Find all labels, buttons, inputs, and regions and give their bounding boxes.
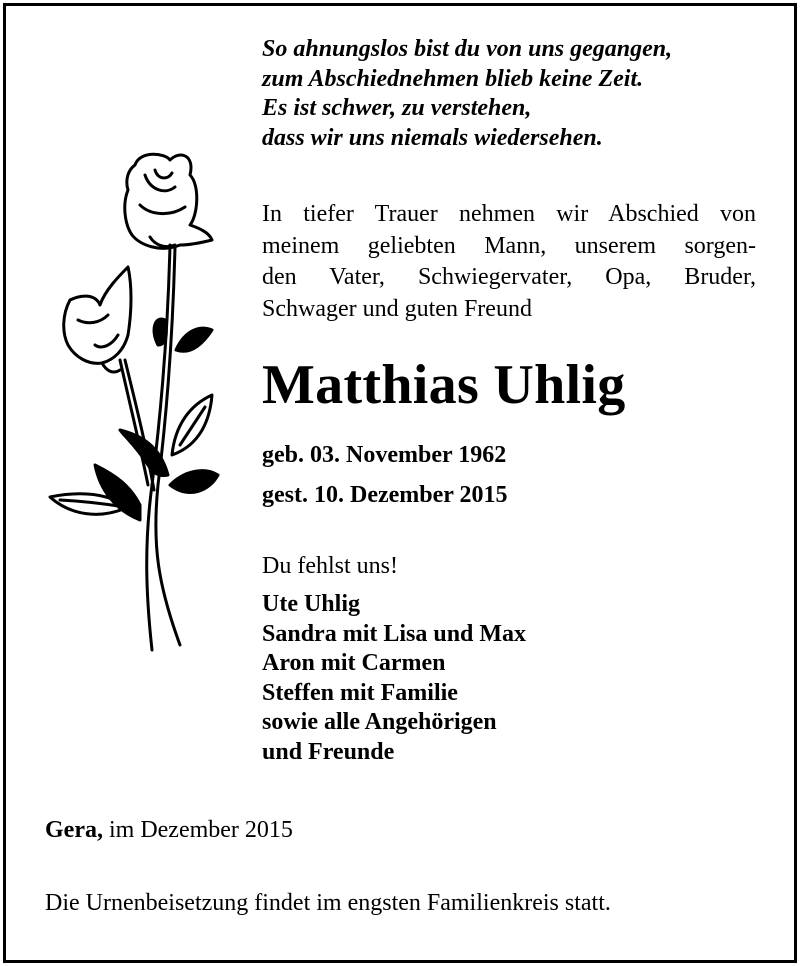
intro-line: den Vater, Schwiegervater, Opa, Bruder,	[262, 264, 756, 290]
poem-line: zum Abschiednehmen blieb keine Zeit.	[262, 65, 644, 92]
mourner: Sandra mit Lisa und Max	[262, 620, 527, 647]
place-city: Gera,	[45, 817, 103, 843]
poem-line: So ahnungslos bist du von uns gegangen,	[262, 36, 673, 62]
intro-line: Schwager und guten Freund	[262, 295, 532, 322]
intro-text	[262, 199, 756, 325]
intro-line: In tiefer Trauer nehmen wir Abschied von	[262, 201, 756, 227]
mourner: Ute Uhlig	[262, 591, 360, 617]
mourners-list	[262, 590, 526, 767]
deceased-name: Matthias Uhlig	[262, 354, 626, 416]
miss-text: Du fehlst uns!	[262, 553, 398, 579]
mourner: und Freunde	[262, 738, 395, 765]
life-dates	[262, 435, 507, 515]
mourner: sowie alle Angehörigen	[262, 709, 497, 735]
place-date	[45, 815, 293, 845]
place-month: im Dezember 2015	[108, 817, 293, 843]
intro-line: meinem geliebten Mann, unserem sorgen-	[262, 232, 756, 259]
mourner: Aron mit Carmen	[262, 650, 446, 676]
mourner: Steffen mit Familie	[262, 679, 458, 706]
poem-line: dass wir uns niemals wiedersehen.	[262, 124, 603, 151]
birth-date: geb. 03. November 1962	[262, 442, 507, 468]
rose-drawing-icon	[40, 145, 230, 655]
death-date: gest. 10. Dezember 2015	[262, 482, 508, 508]
poem	[262, 35, 782, 153]
burial-note: Die Urnenbeisetzung findet im engsten Familienkreis statt.	[45, 890, 611, 916]
poem-line: Es ist schwer, zu verstehen,	[262, 95, 532, 121]
